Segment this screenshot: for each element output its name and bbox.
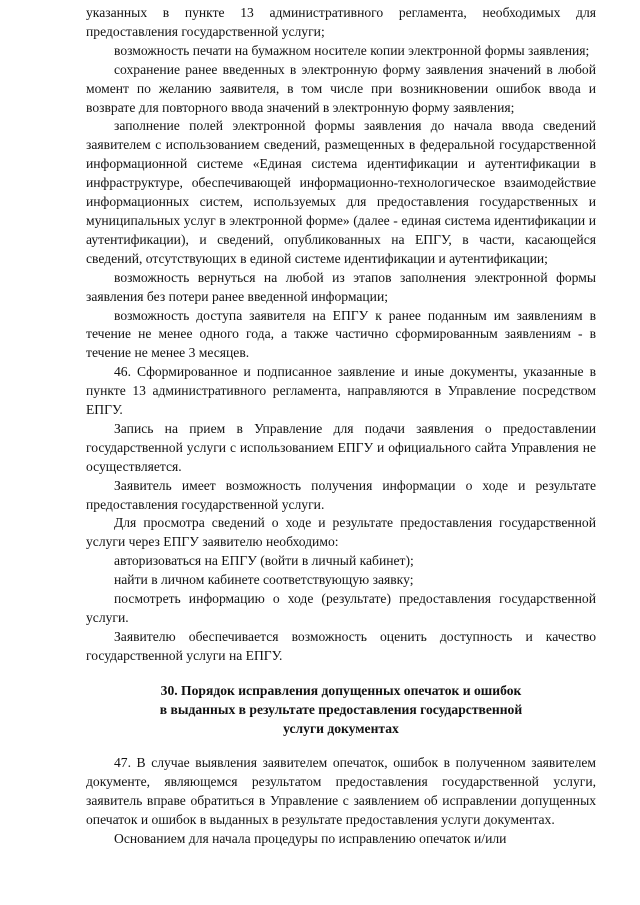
paragraph: Для просмотра сведений о ходе и результате предоставления государственной услуги через ЕПГУ заявителю необходимо: [86, 515, 596, 550]
paragraph: Заявитель имеет возможность получения информации о ходе и результате предоставления государственной услуги. [86, 477, 596, 512]
document-body-top [86, 4, 596, 666]
paragraph: заполнение полей электронной формы заявления до начала ввода сведений заявителем с использованием сведений, размещенных в федеральной государственной информационной системе «Единая система идентификации и аутентификации в инфраструктуре, обеспечивающей информационно-технологическое взаимодействие информационных систем, используемых для предоставления государственных и муниципальных услуг в электронной форме» (далее - единая система идентификации и аутентификации), и сведений, опубликованных на ЕПГУ, в части, касающейся сведений, отсутствующих в единой системе идентификации и аутентификации; [86, 118, 596, 266]
document-page [86, 4, 596, 849]
section-heading [86, 682, 596, 739]
paragraph: Запись на прием в Управление для подачи заявления о предоставлении государственной услуги с использованием ЕПГУ и официального сайта Управления не осуществляется. [86, 420, 596, 474]
paragraph: авторизоваться на ЕПГУ (войти в личный кабинет); [114, 553, 414, 569]
paragraph: возможность вернуться на любой из этапов заполнения электронной формы заявления без потери ранее введенной информации; [86, 269, 596, 304]
paragraph: сохранение ранее введенных в электронную форму заявления значений в любой момент по желанию заявителя, в том числе при возникновении ошибок ввода и возврате для повторного ввода значений в электронную форму заявления; [86, 61, 596, 115]
paragraph: указанных в пункте 13 административного регламента, необходимых для предоставления государственной услуги; [86, 5, 596, 39]
paragraph: найти в личном кабинете соответствующую заявку; [114, 572, 414, 588]
heading-line-1: 30. Порядок исправления допущенных опечаток и ошибок [160, 682, 522, 698]
paragraph: Основанием для начала процедуры по исправлению опечаток и/или [114, 831, 507, 847]
paragraph: Заявителю обеспечивается возможность оценить доступность и качество государственной услуги на ЕПГУ. [86, 628, 596, 663]
paragraph: посмотреть информацию о ходе (результате) предоставления государственной услуги. [86, 591, 596, 625]
paragraph: 46. Сформированное и подписанное заявление и иные документы, указанные в пункте 13 административного регламента, направляются в Управление посредством ЕПГУ. [86, 364, 596, 418]
document-body-bottom [86, 754, 596, 849]
heading-line-3: услуги документах [283, 720, 399, 736]
heading-line-2: в выданных в результате предоставления государственной [159, 701, 523, 717]
paragraph: возможность печати на бумажном носителе копии электронной формы заявления; [114, 42, 590, 58]
paragraph: 47. В случае выявления заявителем опечаток, ошибок в полученном заявителем документе, являющемся результатом предоставления государственной услуги, заявитель вправе обратиться в Управление с заявлением об исправлении допущенных опечаток и ошибок в выданных в результате предоставления услуги документах. [86, 755, 596, 828]
paragraph: возможность доступа заявителя на ЕПГУ к ранее поданным им заявлениям в течение не менее одного года, а также частично сформированным заявлениям - в течение не менее 3 месяцев. [86, 307, 596, 361]
